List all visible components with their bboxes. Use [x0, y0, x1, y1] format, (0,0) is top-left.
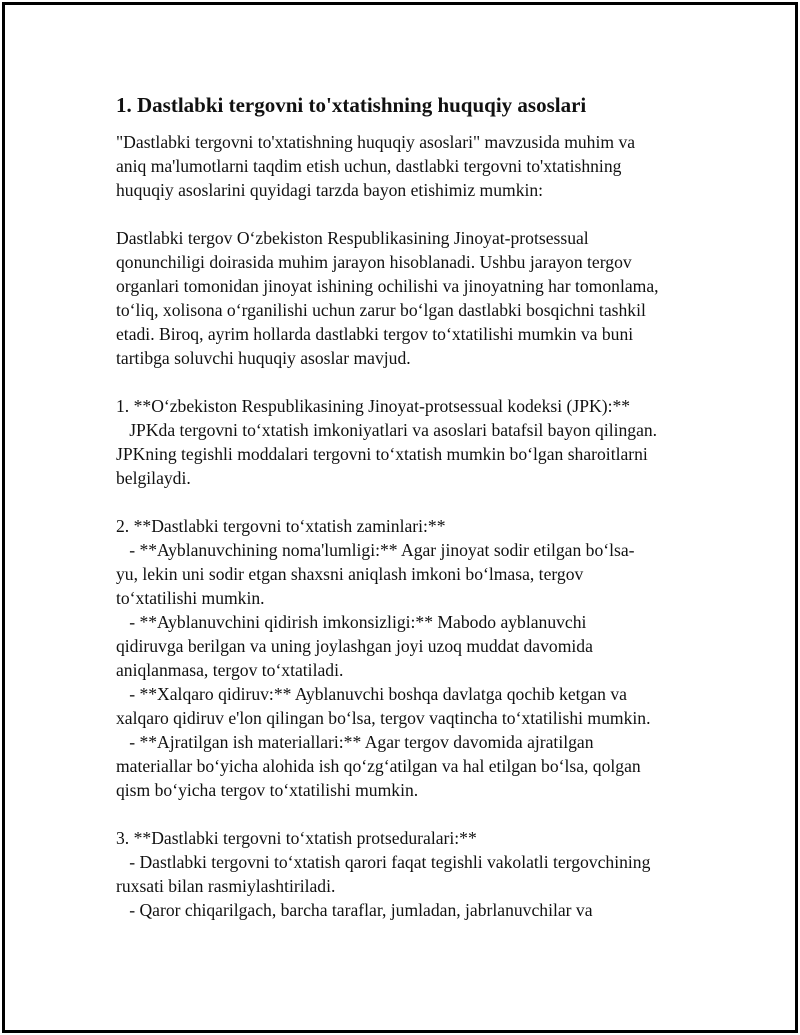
text-line: aniq ma'lumotlarni taqdim etish uchun, dastlabki tergovni to'xtatishning [116, 156, 622, 176]
text-line: - Dastlabki tergovni to‘xtatish qarori faqat tegishli vakolatli tergovchining [116, 852, 651, 872]
text-line: 1. **O‘zbekiston Respublikasining Jinoyat-protsessual kodeksi (JPK):** [116, 396, 631, 416]
text-line: JPKning tegishli moddalari tergovni to‘xtatish mumkin bo‘lgan sharoitlarni [116, 444, 648, 464]
text-line: "Dastlabki tergovni to'xtatishning huquqiy asoslari" mavzusida muhim va [116, 132, 636, 152]
paragraph-gap [116, 202, 706, 226]
text-line: JPKda tergovni to‘xtatish imkoniyatlari va asoslari batafsil bayon qilingan. [116, 420, 658, 440]
text-line: - Qaror chiqarilgach, barcha taraflar, jumladan, jabrlanuvchilar va [116, 900, 593, 920]
text-line: ruxsati bilan rasmiylashtiriladi. [116, 876, 336, 896]
text-line: qism bo‘yicha tergov to‘xtatilishi mumkin. [116, 780, 419, 800]
text-line: Dastlabki tergov O‘zbekiston Respublikasining Jinoyat-protsessual [116, 228, 589, 248]
section-heading: 1. Dastlabki tergovni to'xtatishning huquqiy asoslari [116, 93, 587, 117]
intro-paragraph [116, 130, 706, 202]
text-line: etadi. Biroq, ayrim hollarda dastlabki tergov to‘xtatilishi mumkin va buni [116, 324, 634, 344]
text-line: qonunchiligi doirasida muhim jarayon hisoblanadi. Ushbu jarayon tergov [116, 252, 632, 272]
text-line: - **Xalqaro qidiruv:** Ayblanuvchi boshqa davlatga qochib ketgan va [116, 684, 627, 704]
section-1 [116, 394, 706, 490]
text-line: to‘xtatilishi mumkin. [116, 588, 265, 608]
main-paragraph [116, 226, 706, 370]
section-2 [116, 514, 706, 802]
paragraph-gap [116, 490, 706, 514]
text-line: to‘liq, xolisona o‘rganilishi uchun zarur bo‘lgan dastlabki bosqichni tashkil [116, 300, 646, 320]
text-line: tartibga soluvchi huquqiy asoslar mavjud. [116, 348, 411, 368]
text-line: belgilaydi. [116, 468, 191, 488]
text-line: 2. **Dastlabki tergovni to‘xtatish zaminlari:** [116, 516, 446, 536]
text-line: xalqaro qidiruv e'lon qilingan bo‘lsa, tergov vaqtincha to‘xtatilishi mumkin. [116, 708, 651, 728]
text-line: - **Ayblanuvchining noma'lumligi:** Agar jinoyat sodir etilgan bo‘lsa- [116, 540, 635, 560]
text-line: materiallar bo‘yicha alohida ish qo‘zg‘atilgan va hal etilgan bo‘lsa, qolgan [116, 756, 641, 776]
section-3 [116, 826, 706, 922]
text-line: aniqlanmasa, tergov to‘xtatiladi. [116, 660, 344, 680]
paragraph-gap [116, 802, 706, 826]
text-line: - **Ayblanuvchini qidirish imkonsizligi:** Mabodo ayblanuvchi [116, 612, 587, 632]
paragraph-gap [116, 370, 706, 394]
text-line: 3. **Dastlabki tergovni to‘xtatish protseduralari:** [116, 828, 477, 848]
text-line: huquqiy asoslarini quyidagi tarzda bayon etishimiz mumkin: [116, 180, 544, 200]
document-body [116, 92, 706, 922]
text-line: organlari tomonidan jinoyat ishining ochilishi va jinoyatning har tomonlama, [116, 276, 659, 296]
text-line: qidiruvga berilgan va uning joylashgan joyi uzoq muddat davomida [116, 636, 593, 656]
text-line: yu, lekin uni sodir etgan shaxsni aniqlash imkoni bo‘lmasa, tergov [116, 564, 584, 584]
text-line: - **Ajratilgan ish materiallari:** Agar tergov davomida ajratilgan [116, 732, 594, 752]
